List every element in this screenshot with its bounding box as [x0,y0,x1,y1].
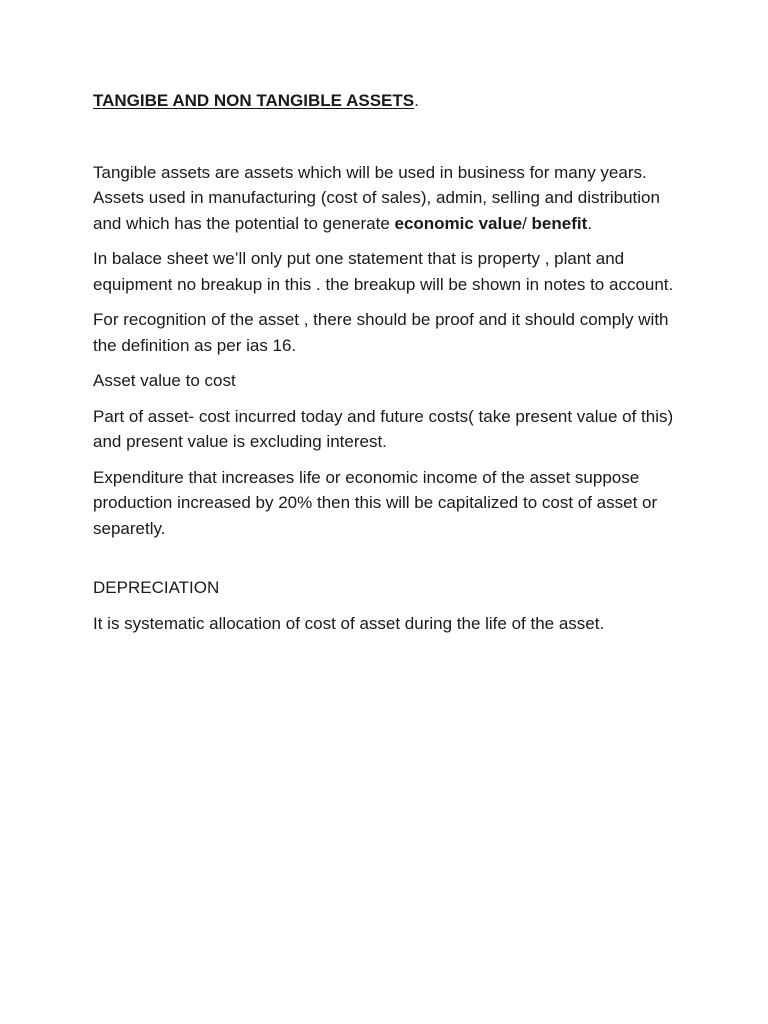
paragraph-balance-sheet: In balace sheet we’ll only put one statement that is property , plant and equipment no breakup in this . the breakup will be shown in notes to account. [93,249,674,294]
paragraph-tangible-assets [93,160,683,237]
paragraph-part-of-asset: Part of asset- cost incurred today and future costs( take present value of this) and present value is excluding interest. [93,406,674,451]
paragraph-tangible-assets-text: Tangible assets are assets which will be used in business for many years. Assets used in manufacturing (cost of sales), admin, selling and distribution and which has the potential to generate [93,162,660,233]
document-title-suffix: . [414,91,419,110]
bold-benefit: benefit [531,213,588,233]
paragraph-depreciation-definition: It is systematic allocation of cost of asset during the life of the asset. [93,613,605,633]
paragraph-asset-value: Asset value to cost [93,371,236,390]
paragraph-tangible-assets-mid: / [522,213,532,233]
document-title-text: TANGIBE AND NON TANGIBLE ASSETS [93,91,415,110]
section-heading-depreciation: DEPRECIATION [93,578,220,597]
document-body [93,88,683,636]
document-title [93,88,683,114]
bold-economic-value: economic value [394,213,523,233]
paragraph-recognition: For recognition of the asset , there should be proof and it should comply with the definition as per ias 16. [93,310,669,355]
paragraph-expenditure: Expenditure that increases life or economic income of the asset suppose production increased by 20% then this will be capitalized to cost of asset or separetly. [93,467,658,538]
paragraph-tangible-assets-end: . [587,213,592,233]
